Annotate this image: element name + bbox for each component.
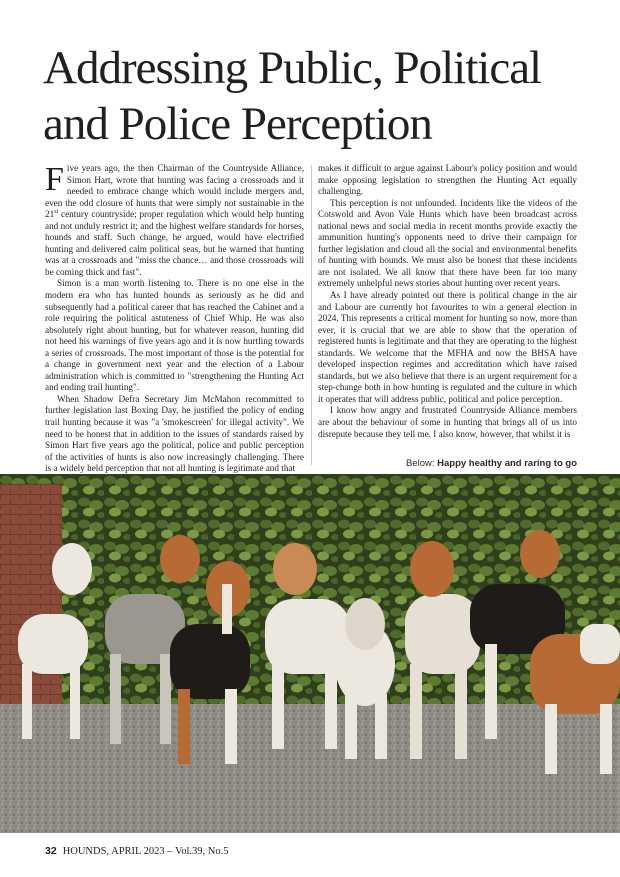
paragraph: I know how angry and frustrated Countryside Alliance members are about the behaviour of some in hunting that brings all of us into disrepute because they tell me. I also know, however, that whilst it is	[318, 405, 577, 439]
article-body	[45, 161, 580, 474]
paragraph: When Shadow Defra Secretary Jim McMahon recommitted to further legislation last Boxing Day, he justified the policy of ending trail hunting because it was "a 'smokescreen' for illegal activity". We need to be honest that in addition to the issues of standards raised by Simon Hart five years ago the political, police and public perception of the activities of hunts is also now increasingly challenging. There is a widely held perception that not all hunting is legitimate and that	[45, 393, 304, 474]
page-number: 32	[45, 845, 57, 857]
paragraph: makes it difficult to argue against Labour's policy position and would make opposing legislation to strengthen the Hunting Act equally challenging.	[318, 163, 577, 197]
photo-caption	[406, 458, 577, 469]
paragraph: Simon is a man worth listening to. There is no one else in the modern era who has hunted hounds as seriously as he did and subsequently had a political career that has reached the Cabinet and a role requiring the political astuteness of Chief Whip. He was also absolutely right about hunting, but for whatever reason, hunting did not heed his warnings of five years ago and it is now hurtling towards a series of crossroads. The most important of those is the potential for a change in government next year and the election of a Labour administration which is committed to "strengthening the Hunting Act and ending trail hunting".	[45, 278, 304, 393]
paragraph: This perception is not unfounded. Incidents like the videos of the Cotswold and Avon Vale Hunts which have been broadcast across national news and social media in recent months provide exactly the ammunition hunting's opponents need to drive their campaign for further legislation and cloud all the social and environmental benefits of hunting with hounds. We must also be honest that these incidents are not isolated. We all know that there have been far too many extremely unhelpful news stories about hunting over recent years.	[318, 197, 577, 289]
paragraph-text: ive years ago, the then Chairman of the Countryside Alliance, Simon Hart, wrote that hunting was facing a crossroads and it needed to embrace change which would include mergers and, even the odd closure of hunts that were simply not sustainable in the 21	[45, 163, 304, 220]
paragraph: As I have already pointed out there is political change in the air and Labour are currently hot favourites to win a general election in 2024. This represents a critical moment for hunting so now, more than ever, it is crucial that we are able to show that the operation of registered hunts is legitimate and that they are operating to the highest standards. We welcome that the MFHA and now the BHSA have developed inspection regimes and accreditation which have raised standards, but we also believe that there is an urgent requirement for a step-change both in how hunting is regulated and the culture in which it operates that will address public, political and police perception.	[318, 290, 577, 404]
ordinal-suffix: st	[54, 209, 59, 216]
drop-cap: F	[45, 161, 64, 198]
column-divider	[311, 165, 312, 465]
hounds-illustration	[0, 474, 620, 833]
publication-info: HOUNDS, APRIL 2023 – Vol.39, No.5	[62, 846, 229, 857]
paragraph	[45, 163, 304, 278]
article-column-right	[318, 163, 577, 440]
caption-prefix: Below:	[405, 458, 438, 469]
article-column-left	[45, 163, 304, 475]
page-headline	[43, 40, 603, 152]
page-footer	[45, 845, 228, 857]
paragraph-text: century countryside; proper regulation which would help hunting and not unduly restrict it; and the highest welfare standards for horses, hounds and staff. Such change, he argued, would have electrified hunting and delivered calm political seas, but he warned that hunting was at a crossroads and "miss the chance… and those crossroads will be coming thick and fast".	[45, 209, 304, 277]
caption-text: Happy healthy and raring to go	[437, 458, 577, 469]
hounds-photo	[0, 474, 620, 833]
headline-line-1: Addressing Public, Political	[43, 42, 542, 94]
headline-line-2: and Police Perception	[43, 98, 432, 150]
